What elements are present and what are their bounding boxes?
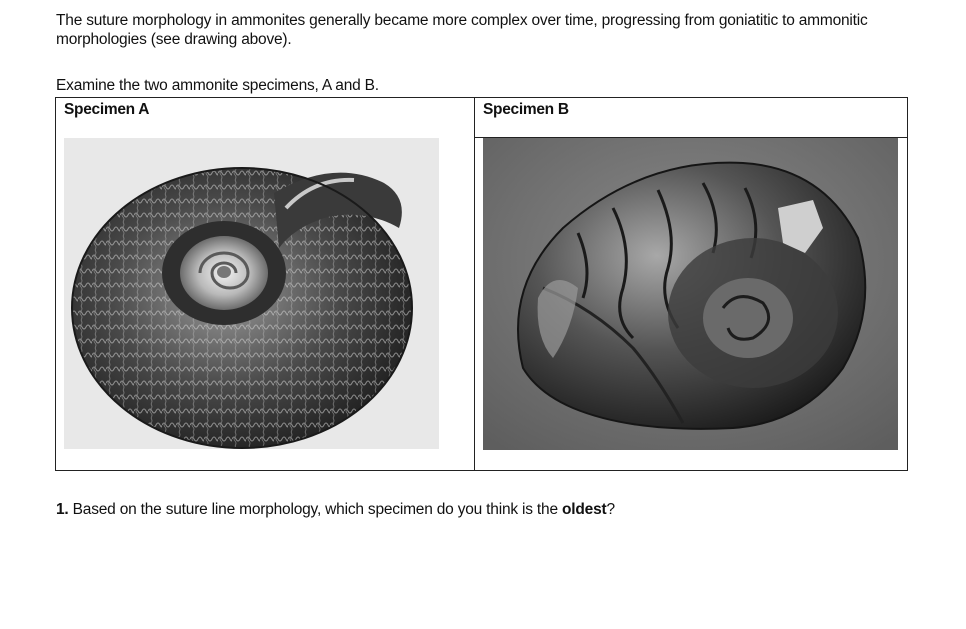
- intro-line-2: morphologies (see drawing above).: [56, 31, 292, 48]
- intro-paragraph: [56, 11, 916, 49]
- intro-line-1: The suture morphology in ammonites generally became more complex over time, progressing from goniatitic to ammonitic: [56, 12, 868, 29]
- question-1: [56, 500, 615, 519]
- question-text: Based on the suture line morphology, which specimen do you think is the: [68, 501, 562, 518]
- specimen-a-cell: [56, 98, 475, 470]
- examine-instruction: Examine the two ammonite specimens, A and B.: [56, 77, 379, 94]
- specimen-b-cell: [475, 98, 907, 470]
- question-end: ?: [606, 501, 615, 518]
- ammonite-b-image: [483, 138, 898, 450]
- specimen-b-header: Specimen B: [475, 98, 907, 138]
- specimen-a-photo: [64, 138, 439, 449]
- specimen-table: [55, 97, 908, 471]
- question-number: 1.: [56, 501, 69, 518]
- specimen-b-photo: [483, 138, 898, 450]
- question-emphasis: oldest: [562, 501, 607, 518]
- ammonite-a-image: [64, 138, 439, 449]
- specimen-a-header: Specimen A: [64, 101, 150, 118]
